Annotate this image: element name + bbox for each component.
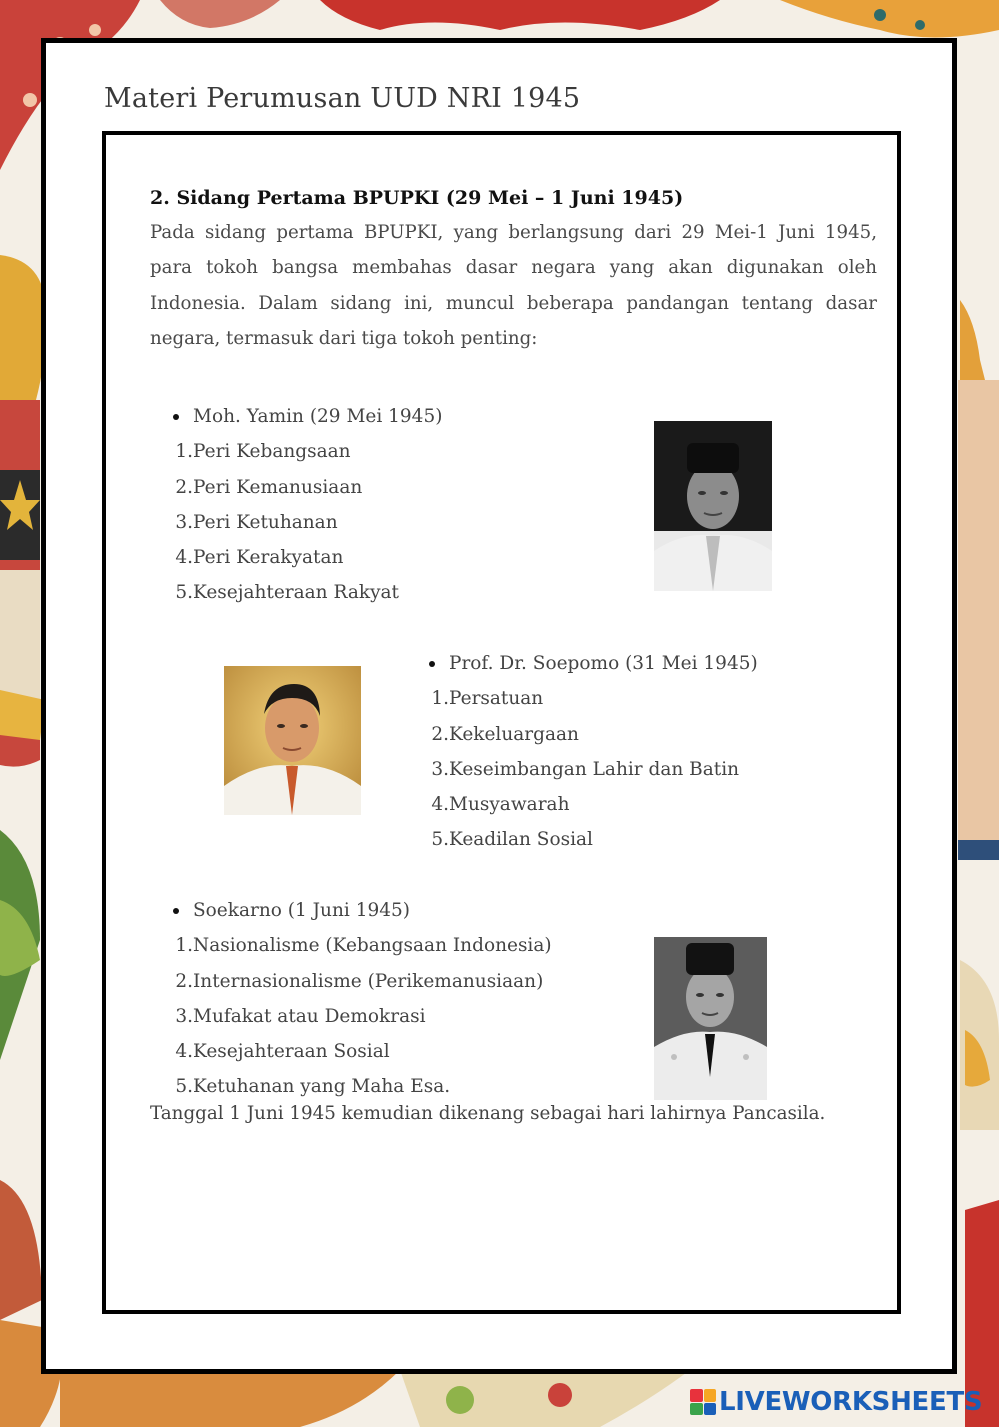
closing-statement: Tanggal 1 Juni 1945 kemudian dikenang sebagai hari lahirnya Pancasila.: [150, 1103, 826, 1124]
portrait-yamin: [654, 421, 772, 591]
figure-name-yamin: Moh. Yamin (29 Mei 1945): [150, 399, 877, 434]
list-item: 3.Keseimbangan Lahir dan Batin: [431, 758, 740, 780]
list-item: 4.Musyawarah: [431, 794, 570, 816]
list-item: 3.Peri Ketuhanan: [175, 511, 338, 533]
page-title: Materi Perumusan UUD NRI 1945: [104, 83, 581, 114]
list-item: 1.Peri Kebangsaan: [175, 441, 351, 463]
content-frame: [102, 131, 901, 1314]
figure-block-soekarno: [150, 893, 877, 1105]
liveworksheets-logo-icon: [690, 1389, 716, 1415]
portrait-soepomo: [224, 666, 361, 815]
soekarno-points-list: [150, 928, 877, 1104]
list-item: 2.Kekeluargaan: [431, 723, 579, 745]
list-item: 1.Persatuan: [431, 688, 544, 710]
list-item: 2.Internasionalisme (Perikemanusiaan): [175, 970, 544, 992]
liveworksheets-watermark: [690, 1386, 982, 1418]
list-item: 1.Nasionalisme (Kebangsaan Indonesia): [175, 935, 552, 957]
figure-name-soekarno: Soekarno (1 Juni 1945): [150, 893, 877, 928]
worksheet-page: [41, 38, 957, 1374]
watermark-text: LIVEWORKSHEETS: [719, 1387, 983, 1417]
list-item: 2.Peri Kemanusiaan: [175, 476, 363, 498]
list-item: 4.Peri Kerakyatan: [175, 547, 344, 569]
figure-block-soepomo: [406, 646, 877, 858]
intro-paragraph: Pada sidang pertama BPUPKI, yang berlangsung dari 29 Mei-1 Juni 1945, para tokoh bangsa membahas dasar negara yang akan digunakan oleh Indonesia. Dalam sidang ini, muncul beberapa pandangan tentang dasar negara, termasuk dari tiga tokoh penting:: [150, 222, 877, 349]
list-item: 5.Keadilan Sosial: [431, 829, 593, 851]
list-item: 5.Ketuhanan yang Maha Esa.: [175, 1076, 451, 1098]
section-heading: 2. Sidang Pertama BPUPKI (29 Mei – 1 Juni 1945): [150, 187, 684, 209]
soepomo-points-list: [406, 681, 877, 857]
content-body: [150, 183, 877, 1124]
list-item: 5.Kesejahteraan Rakyat: [175, 582, 399, 604]
portrait-soekarno: [654, 937, 767, 1100]
figure-name-soepomo: Prof. Dr. Soepomo (31 Mei 1945): [406, 646, 877, 681]
list-item: 4.Kesejahteraan Sosial: [175, 1041, 390, 1063]
list-item: 3.Mufakat atau Demokrasi: [175, 1005, 426, 1027]
